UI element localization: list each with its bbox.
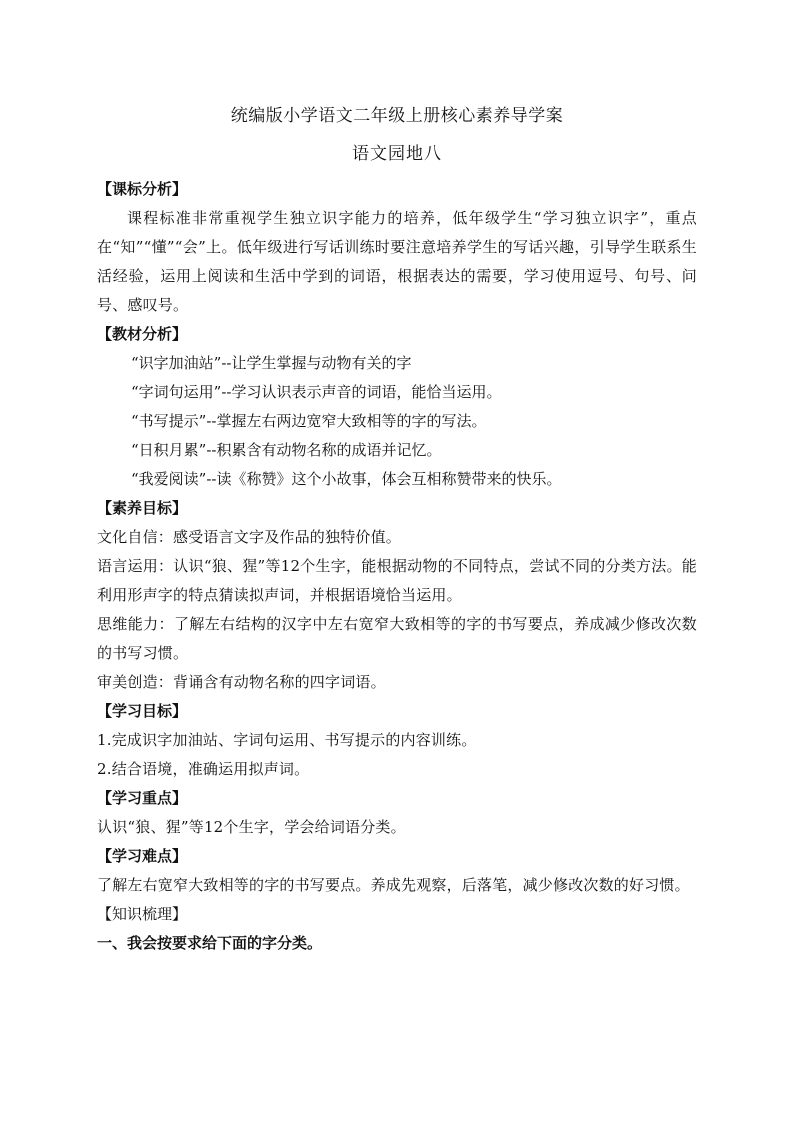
document-subtitle: 语文园地八 [352, 144, 442, 164]
section-heading-knowledge: 【知识梳理】 [97, 905, 188, 923]
goal-item: 1.完成识字加油站、字词句运用、书写提示的内容训练。 [97, 731, 477, 749]
section-heading-textbook: 【教材分析】 [97, 325, 188, 343]
textbook-item: “日积月累”--积累含有动物名称的成语并记忆。 [131, 441, 442, 459]
focus-text: 认识“狼、猩”等12个生字，学会给词语分类。 [97, 818, 406, 836]
literacy-item: 文化自信：感受语言文字及作品的独特价值。 [97, 528, 402, 546]
document-content [97, 101, 697, 958]
literacy-item: 语言运用：认识“狼、猩”等12个生字，能根据动物的不同特点，尝试不同的分类方法。能利用形声字的特点猜读拟声词，并根据语境恰当运用。 [97, 557, 697, 604]
document-title: 统编版小学语文二年级上册核心素养导学案 [230, 106, 564, 126]
textbook-item: “字词句运用”--学习认识表示声音的词语，能恰当运用。 [131, 383, 502, 401]
textbook-item: “识字加油站”--让学生掌握与动物有关的字 [131, 354, 412, 372]
literacy-item: 思维能力：了解左右结构的汉字中左右宽窄大致相等的字的书写要点，养成减少修改次数的书写习惯。 [97, 615, 697, 662]
textbook-item: “我爱阅读”--读《称赞》这个小故事，体会互相称赞带来的快乐。 [131, 470, 562, 488]
curriculum-paragraph: 课程标准非常重视学生独立识字能力的培养，低年级学生“学习独立识字”，重点在“知”“懂”“会”上。低年级进行写话训练时要注意培养学生的写话兴趣，引导学生联系生活经验，运用上阅读和生活中学到的词语，根据表达的需要，学习使用逗号、句号、问号、感叹号。 [97, 209, 697, 314]
difficulty-text: 了解左右宽窄大致相等的字的书写要点。养成先观察，后落笔，减少修改次数的好习惯。 [97, 876, 690, 894]
section-heading-focus: 【学习重点】 [97, 789, 188, 807]
section-heading-goals: 【学习目标】 [97, 702, 188, 720]
literacy-item: 审美创造：背诵含有动物名称的四字词语。 [97, 673, 386, 691]
section-heading-difficulty: 【学习难点】 [97, 847, 188, 865]
section-heading-literacy: 【素养目标】 [97, 499, 188, 517]
textbook-item: “书写提示”--掌握左右两边宽窄大致相等的字的写法。 [131, 412, 487, 430]
section-heading-curriculum: 【课标分析】 [97, 180, 188, 198]
knowledge-task: 一、我会按要求给下面的字分类。 [97, 934, 323, 952]
goal-item: 2.结合语境，准确运用拟声词。 [97, 760, 310, 778]
